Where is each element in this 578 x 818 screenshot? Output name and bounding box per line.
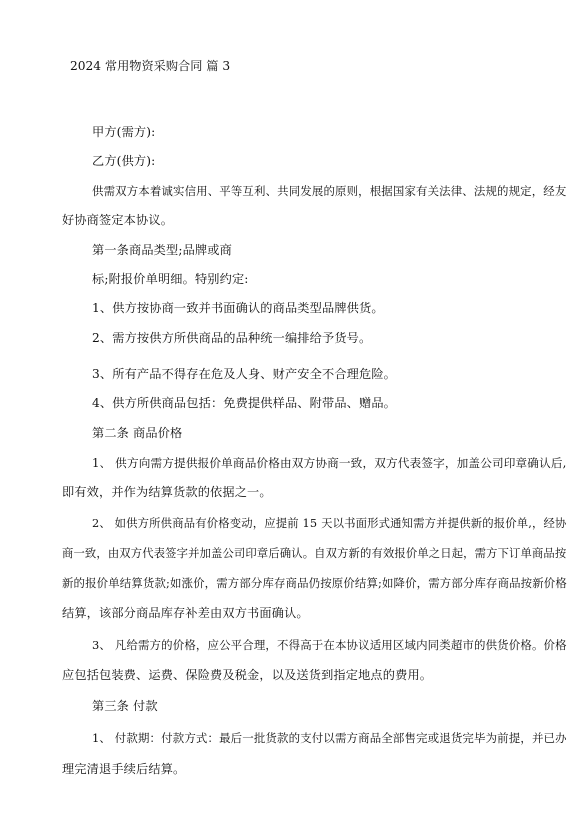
article1-heading: 第一条商品类型;品牌或商 bbox=[92, 243, 232, 257]
party-b-label: 乙方(供方): bbox=[92, 154, 156, 168]
article2-paragraph-line: 应包括包装费、运费、保险费及税金，以及送货到指定地点的费用。 bbox=[62, 668, 433, 682]
party-a-label: 甲方(需方): bbox=[92, 125, 156, 139]
article3-paragraph-line: 1、 付款期：付款方式：最后一批货款的支付以需方商品全部售完或退货完毕为前提，并已办 bbox=[92, 731, 567, 745]
article1-subheading: 标;附报价单明细。特别约定: bbox=[92, 272, 249, 286]
article1-item: 3、所有产品不得存在危及人身、财产安全不合理危险。 bbox=[92, 367, 397, 381]
article3-paragraph-line: 理完清退手续后结算。 bbox=[62, 762, 186, 776]
article2-paragraph-line: 结算，该部分商品库存补差由双方书面确认。 bbox=[62, 606, 309, 620]
article1-item: 2、需方按供方所供商品的品种统一编排给予货号。 bbox=[92, 331, 372, 345]
intro-paragraph-line: 供需双方本着诚实信用、平等互利、共同发展的原则，根据国家有关法律、法规的规定，经友 bbox=[92, 184, 567, 198]
article3-heading: 第三条 付款 bbox=[92, 699, 158, 713]
article2-paragraph-line: 商一致，由双方代表签字并加盖公司印章后确认。自双方新的有效报价单之日起，需方下订单商品按 bbox=[62, 546, 567, 560]
document-title: 2024 常用物资采购合同 篇 3 bbox=[70, 59, 231, 73]
article2-paragraph-line: 1、 供方向需方提供报价单商品价格由双方协商一致，双方代表签字，加盖公司印章确认后, bbox=[92, 456, 567, 470]
article1-item: 4、供方所供商品包括：免费提供样品、附带品、赠品。 bbox=[92, 396, 397, 410]
intro-paragraph-line: 好协商签定本协议。 bbox=[62, 213, 174, 227]
article2-heading: 第二条 商品价格 bbox=[92, 426, 183, 440]
article2-paragraph-line: 3、 凡给需方的价格，应公平合理，不得高于在本协议适用区域内同类超市的供货价格。价格 bbox=[92, 638, 567, 652]
article2-paragraph-line: 即有效，并作为结算货款的依据之一。 bbox=[62, 485, 272, 499]
article2-paragraph-line: 2、 如供方所供商品有价格变动，应提前 15 天以书面形式通知需方并提供新的报价单,，经协 bbox=[92, 516, 567, 530]
article2-paragraph-line: 新的报价单结算货款;如涨价，需方部分库存商品仍按原价结算;如降价，需方部分库存商品按新价格 bbox=[62, 576, 567, 590]
article1-item: 1、供方按协商一致并书面确认的商品类型品牌供货。 bbox=[92, 301, 384, 315]
